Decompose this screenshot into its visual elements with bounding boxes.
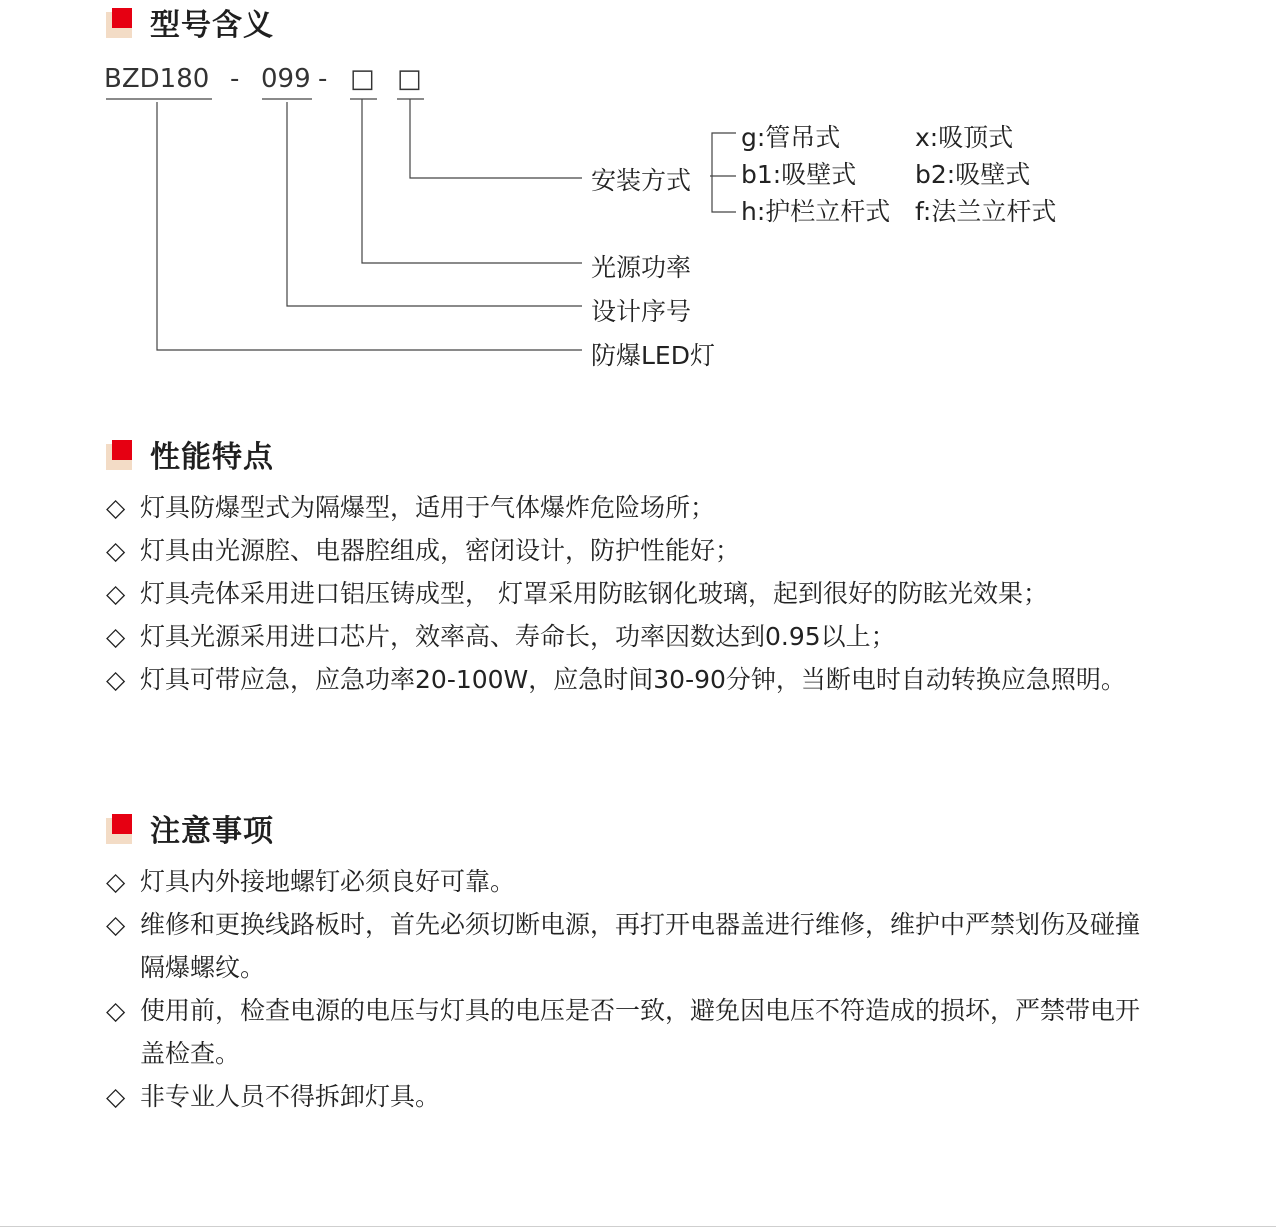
label-install-method: 安装方式 — [591, 166, 692, 195]
section-title: 性能特点 — [150, 440, 274, 475]
model-box-power: □ — [350, 64, 375, 94]
section-title: 注意事项 — [150, 814, 274, 849]
note-item: ◇ 灯具内外接地螺钉必须良好可靠。 — [106, 860, 1146, 903]
diamond-bullet-icon: ◇ — [106, 996, 126, 1025]
model-series: BZD180 — [104, 64, 210, 94]
feature-item: ◇ 灯具光源采用进口芯片，效率高、寿命长，功率因数达到0.95以上； — [106, 615, 1146, 658]
diamond-bullet-icon: ◇ — [106, 1082, 126, 1111]
notes-list — [106, 860, 1146, 1118]
feature-item: ◇ 灯具防爆型式为隔爆型，适用于气体爆炸危险场所； — [106, 486, 1146, 529]
label-design-seq: 设计序号 — [591, 297, 692, 326]
diamond-bullet-icon: ◇ — [106, 867, 126, 896]
model-box-install: □ — [397, 64, 422, 94]
install-option: g:管吊式 — [741, 123, 841, 152]
diamond-bullet-icon: ◇ — [106, 910, 126, 939]
label-light-power: 光源功率 — [591, 253, 692, 282]
note-item: ◇ 使用前，检查电源的电压与灯具的电压是否一致，避免因电压不符造成的损坏，严禁带电开盖检查。 — [106, 989, 1146, 1075]
section-title: 型号含义 — [150, 8, 274, 43]
section-square-icon — [106, 814, 130, 838]
feature-item: ◇ 灯具壳体采用进口铝压铸成型， 灯罩采用防眩钢化玻璃，起到很好的防眩光效果； — [106, 572, 1146, 615]
install-option: b1:吸壁式 — [741, 160, 857, 189]
install-option: x:吸顶式 — [915, 123, 1014, 152]
feature-item: ◇ 灯具由光源腔、电器腔组成，密闭设计，防护性能好； — [106, 529, 1146, 572]
section-square-icon — [106, 8, 130, 32]
label-lamp-type: 防爆LED灯 — [591, 341, 715, 370]
diamond-bullet-icon: ◇ — [106, 493, 126, 522]
diamond-bullet-icon: ◇ — [106, 579, 126, 608]
install-option: f:法兰立杆式 — [915, 197, 1057, 226]
install-option: h:护栏立杆式 — [741, 197, 891, 226]
model-seq: 099 — [261, 64, 311, 94]
feature-item: ◇ 灯具可带应急，应急功率20-100W，应急时间30-90分钟，当断电时自动转换应急照明。 — [106, 658, 1146, 701]
model-dash: - — [230, 64, 240, 94]
model-dash: - — [318, 64, 328, 94]
features-list — [106, 486, 1146, 701]
diamond-bullet-icon: ◇ — [106, 536, 126, 565]
diamond-bullet-icon: ◇ — [106, 622, 126, 651]
note-item: ◇ 非专业人员不得拆卸灯具。 — [106, 1075, 1146, 1118]
section-square-icon — [106, 440, 130, 464]
note-item: ◇ 维修和更换线路板时，首先必须切断电源，再打开电器盖进行维修，维护中严禁划伤及碰撞隔爆螺纹。 — [106, 903, 1146, 989]
diamond-bullet-icon: ◇ — [106, 665, 126, 694]
bottom-divider — [0, 1226, 1276, 1227]
install-option: b2:吸壁式 — [915, 160, 1031, 189]
